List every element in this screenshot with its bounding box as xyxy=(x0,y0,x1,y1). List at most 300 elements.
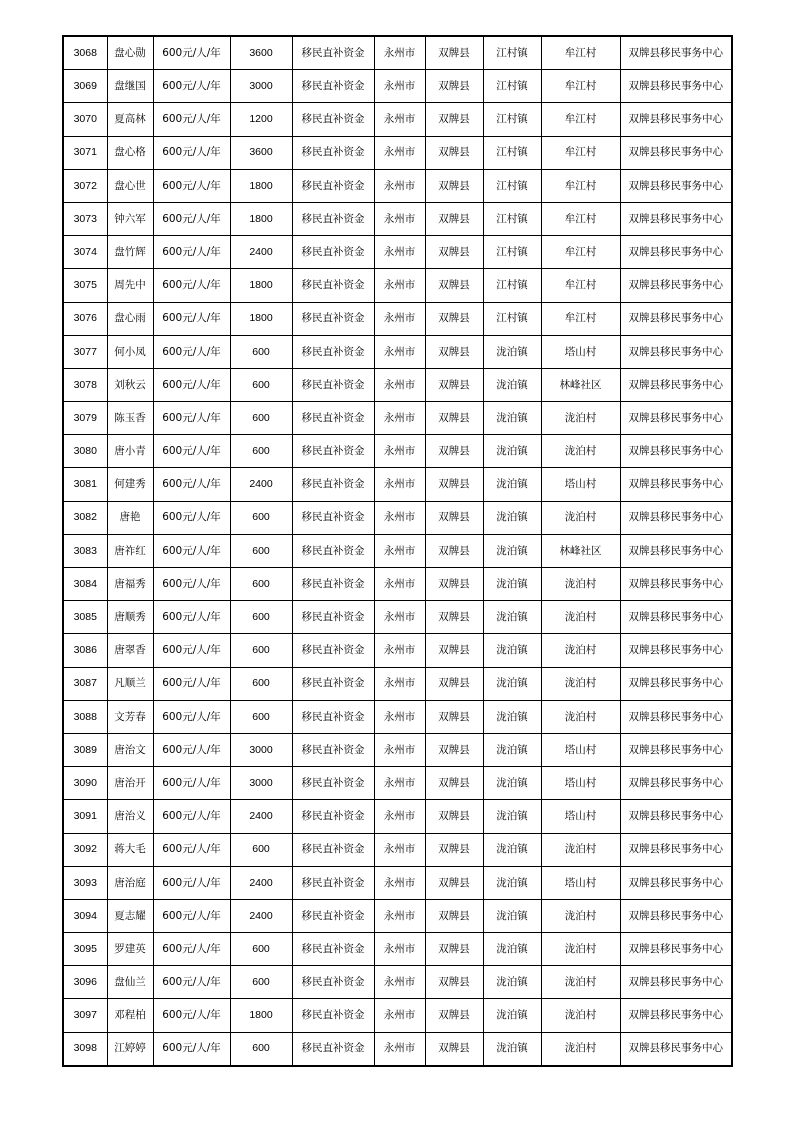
row-number-cell: 3071 xyxy=(63,136,107,169)
city-cell: 永州市 xyxy=(374,269,425,302)
standard-cell: 600元/人/年 xyxy=(153,866,230,899)
county-cell: 双牌县 xyxy=(425,899,483,932)
standard-cell: 600元/人/年 xyxy=(153,634,230,667)
town-cell: 泷泊镇 xyxy=(483,999,541,1032)
city-cell: 永州市 xyxy=(374,767,425,800)
village-cell: 泷泊村 xyxy=(541,1032,620,1066)
city-cell: 永州市 xyxy=(374,966,425,999)
town-cell: 泷泊镇 xyxy=(483,833,541,866)
agency-cell: 双牌县移民事务中心 xyxy=(620,568,732,601)
amount-cell: 600 xyxy=(230,368,292,401)
agency-cell: 双牌县移民事务中心 xyxy=(620,435,732,468)
row-number-cell: 3094 xyxy=(63,899,107,932)
city-cell: 永州市 xyxy=(374,435,425,468)
village-cell: 泷泊村 xyxy=(541,966,620,999)
county-cell: 双牌县 xyxy=(425,435,483,468)
standard-cell: 600元/人/年 xyxy=(153,302,230,335)
table-row xyxy=(63,202,732,235)
table-row xyxy=(63,335,732,368)
town-cell: 泷泊镇 xyxy=(483,667,541,700)
row-number-cell: 3083 xyxy=(63,534,107,567)
county-cell: 双牌县 xyxy=(425,866,483,899)
town-cell: 泷泊镇 xyxy=(483,534,541,567)
agency-cell: 双牌县移民事务中心 xyxy=(620,1032,732,1066)
fund-type-cell: 移民直补资金 xyxy=(292,368,374,401)
table-row xyxy=(63,169,732,202)
city-cell: 永州市 xyxy=(374,1032,425,1066)
agency-cell: 双牌县移民事务中心 xyxy=(620,833,732,866)
row-number-cell: 3081 xyxy=(63,468,107,501)
town-cell: 泷泊镇 xyxy=(483,468,541,501)
town-cell: 泷泊镇 xyxy=(483,700,541,733)
standard-cell: 600元/人/年 xyxy=(153,601,230,634)
town-cell: 泷泊镇 xyxy=(483,435,541,468)
amount-cell: 3000 xyxy=(230,733,292,766)
amount-cell: 2400 xyxy=(230,800,292,833)
village-cell: 泷泊村 xyxy=(541,999,620,1032)
village-cell: 牟江村 xyxy=(541,169,620,202)
standard-cell: 600元/人/年 xyxy=(153,335,230,368)
amount-cell: 600 xyxy=(230,501,292,534)
amount-cell: 600 xyxy=(230,402,292,435)
county-cell: 双牌县 xyxy=(425,966,483,999)
city-cell: 永州市 xyxy=(374,568,425,601)
table-row xyxy=(63,733,732,766)
city-cell: 永州市 xyxy=(374,368,425,401)
agency-cell: 双牌县移民事务中心 xyxy=(620,36,732,70)
table-row xyxy=(63,767,732,800)
fund-type-cell: 移民直补资金 xyxy=(292,568,374,601)
row-number-cell: 3069 xyxy=(63,70,107,103)
name-cell: 蒋大毛 xyxy=(107,833,153,866)
row-number-cell: 3087 xyxy=(63,667,107,700)
table-row xyxy=(63,368,732,401)
agency-cell: 双牌县移民事务中心 xyxy=(620,866,732,899)
town-cell: 泷泊镇 xyxy=(483,866,541,899)
village-cell: 林峰社区 xyxy=(541,368,620,401)
fund-type-cell: 移民直补资金 xyxy=(292,866,374,899)
standard-cell: 600元/人/年 xyxy=(153,501,230,534)
town-cell: 泷泊镇 xyxy=(483,800,541,833)
standard-cell: 600元/人/年 xyxy=(153,202,230,235)
name-cell: 盘心勋 xyxy=(107,36,153,70)
amount-cell: 1800 xyxy=(230,302,292,335)
county-cell: 双牌县 xyxy=(425,70,483,103)
town-cell: 泷泊镇 xyxy=(483,733,541,766)
standard-cell: 600元/人/年 xyxy=(153,402,230,435)
county-cell: 双牌县 xyxy=(425,1032,483,1066)
standard-cell: 600元/人/年 xyxy=(153,767,230,800)
row-number-cell: 3092 xyxy=(63,833,107,866)
row-number-cell: 3095 xyxy=(63,933,107,966)
village-cell: 泷泊村 xyxy=(541,933,620,966)
town-cell: 泷泊镇 xyxy=(483,933,541,966)
name-cell: 唐小青 xyxy=(107,435,153,468)
table-row xyxy=(63,866,732,899)
village-cell: 泷泊村 xyxy=(541,700,620,733)
county-cell: 双牌县 xyxy=(425,999,483,1032)
agency-cell: 双牌县移民事务中心 xyxy=(620,70,732,103)
village-cell: 牟江村 xyxy=(541,70,620,103)
amount-cell: 600 xyxy=(230,601,292,634)
row-number-cell: 3086 xyxy=(63,634,107,667)
name-cell: 凡顺兰 xyxy=(107,667,153,700)
name-cell: 刘秋云 xyxy=(107,368,153,401)
standard-cell: 600元/人/年 xyxy=(153,800,230,833)
agency-cell: 双牌县移民事务中心 xyxy=(620,468,732,501)
standard-cell: 600元/人/年 xyxy=(153,700,230,733)
table-row xyxy=(63,501,732,534)
name-cell: 唐福秀 xyxy=(107,568,153,601)
row-number-cell: 3070 xyxy=(63,103,107,136)
row-number-cell: 3073 xyxy=(63,202,107,235)
amount-cell: 600 xyxy=(230,435,292,468)
amount-cell: 600 xyxy=(230,335,292,368)
name-cell: 唐治开 xyxy=(107,767,153,800)
amount-cell: 2400 xyxy=(230,899,292,932)
agency-cell: 双牌县移民事务中心 xyxy=(620,933,732,966)
table-row xyxy=(63,302,732,335)
amount-cell: 600 xyxy=(230,634,292,667)
amount-cell: 3000 xyxy=(230,767,292,800)
fund-type-cell: 移民直补资金 xyxy=(292,833,374,866)
row-number-cell: 3091 xyxy=(63,800,107,833)
agency-cell: 双牌县移民事务中心 xyxy=(620,899,732,932)
standard-cell: 600元/人/年 xyxy=(153,70,230,103)
table-row xyxy=(63,468,732,501)
table-row xyxy=(63,103,732,136)
village-cell: 牟江村 xyxy=(541,136,620,169)
table-row xyxy=(63,634,732,667)
agency-cell: 双牌县移民事务中心 xyxy=(620,269,732,302)
table-row xyxy=(63,534,732,567)
town-cell: 江村镇 xyxy=(483,269,541,302)
name-cell: 唐治义 xyxy=(107,800,153,833)
county-cell: 双牌县 xyxy=(425,402,483,435)
row-number-cell: 3072 xyxy=(63,169,107,202)
name-cell: 夏志耀 xyxy=(107,899,153,932)
county-cell: 双牌县 xyxy=(425,933,483,966)
amount-cell: 600 xyxy=(230,534,292,567)
row-number-cell: 3068 xyxy=(63,36,107,70)
town-cell: 泷泊镇 xyxy=(483,899,541,932)
county-cell: 双牌县 xyxy=(425,368,483,401)
row-number-cell: 3085 xyxy=(63,601,107,634)
village-cell: 泷泊村 xyxy=(541,833,620,866)
agency-cell: 双牌县移民事务中心 xyxy=(620,601,732,634)
city-cell: 永州市 xyxy=(374,169,425,202)
name-cell: 邓程柏 xyxy=(107,999,153,1032)
city-cell: 永州市 xyxy=(374,136,425,169)
city-cell: 永州市 xyxy=(374,302,425,335)
fund-type-cell: 移民直补资金 xyxy=(292,1032,374,1066)
town-cell: 泷泊镇 xyxy=(483,966,541,999)
amount-cell: 2400 xyxy=(230,468,292,501)
village-cell: 牟江村 xyxy=(541,236,620,269)
table-row xyxy=(63,966,732,999)
name-cell: 陈玉香 xyxy=(107,402,153,435)
county-cell: 双牌县 xyxy=(425,136,483,169)
amount-cell: 600 xyxy=(230,933,292,966)
amount-cell: 3600 xyxy=(230,136,292,169)
row-number-cell: 3096 xyxy=(63,966,107,999)
agency-cell: 双牌县移民事务中心 xyxy=(620,700,732,733)
city-cell: 永州市 xyxy=(374,800,425,833)
village-cell: 塔山村 xyxy=(541,335,620,368)
fund-type-cell: 移民直补资金 xyxy=(292,999,374,1032)
table-row xyxy=(63,999,732,1032)
amount-cell: 600 xyxy=(230,568,292,601)
village-cell: 泷泊村 xyxy=(541,634,620,667)
agency-cell: 双牌县移民事务中心 xyxy=(620,103,732,136)
village-cell: 塔山村 xyxy=(541,800,620,833)
town-cell: 泷泊镇 xyxy=(483,402,541,435)
village-cell: 塔山村 xyxy=(541,866,620,899)
amount-cell: 3000 xyxy=(230,70,292,103)
village-cell: 林峰社区 xyxy=(541,534,620,567)
standard-cell: 600元/人/年 xyxy=(153,966,230,999)
town-cell: 泷泊镇 xyxy=(483,634,541,667)
village-cell: 牟江村 xyxy=(541,36,620,70)
row-number-cell: 3079 xyxy=(63,402,107,435)
fund-type-cell: 移民直补资金 xyxy=(292,667,374,700)
table-body xyxy=(63,36,732,1066)
name-cell: 盘继国 xyxy=(107,70,153,103)
name-cell: 钟六军 xyxy=(107,202,153,235)
city-cell: 永州市 xyxy=(374,402,425,435)
agency-cell: 双牌县移民事务中心 xyxy=(620,634,732,667)
name-cell: 唐艳 xyxy=(107,501,153,534)
standard-cell: 600元/人/年 xyxy=(153,435,230,468)
table-row xyxy=(63,36,732,70)
village-cell: 牟江村 xyxy=(541,302,620,335)
city-cell: 永州市 xyxy=(374,468,425,501)
city-cell: 永州市 xyxy=(374,733,425,766)
town-cell: 泷泊镇 xyxy=(483,767,541,800)
table-row xyxy=(63,568,732,601)
table-row xyxy=(63,667,732,700)
fund-type-cell: 移民直补资金 xyxy=(292,269,374,302)
town-cell: 江村镇 xyxy=(483,136,541,169)
city-cell: 永州市 xyxy=(374,833,425,866)
county-cell: 双牌县 xyxy=(425,501,483,534)
county-cell: 双牌县 xyxy=(425,468,483,501)
table-row xyxy=(63,899,732,932)
town-cell: 泷泊镇 xyxy=(483,568,541,601)
standard-cell: 600元/人/年 xyxy=(153,103,230,136)
county-cell: 双牌县 xyxy=(425,103,483,136)
village-cell: 塔山村 xyxy=(541,733,620,766)
table-row xyxy=(63,435,732,468)
row-number-cell: 3080 xyxy=(63,435,107,468)
agency-cell: 双牌县移民事务中心 xyxy=(620,402,732,435)
name-cell: 罗建英 xyxy=(107,933,153,966)
town-cell: 泷泊镇 xyxy=(483,601,541,634)
city-cell: 永州市 xyxy=(374,899,425,932)
county-cell: 双牌县 xyxy=(425,302,483,335)
village-cell: 泷泊村 xyxy=(541,899,620,932)
fund-type-cell: 移民直补资金 xyxy=(292,468,374,501)
village-cell: 泷泊村 xyxy=(541,601,620,634)
row-number-cell: 3090 xyxy=(63,767,107,800)
county-cell: 双牌县 xyxy=(425,700,483,733)
city-cell: 永州市 xyxy=(374,700,425,733)
standard-cell: 600元/人/年 xyxy=(153,568,230,601)
table-row xyxy=(63,700,732,733)
standard-cell: 600元/人/年 xyxy=(153,368,230,401)
county-cell: 双牌县 xyxy=(425,36,483,70)
fund-type-cell: 移民直补资金 xyxy=(292,733,374,766)
amount-cell: 600 xyxy=(230,966,292,999)
town-cell: 江村镇 xyxy=(483,169,541,202)
standard-cell: 600元/人/年 xyxy=(153,667,230,700)
county-cell: 双牌县 xyxy=(425,202,483,235)
city-cell: 永州市 xyxy=(374,202,425,235)
county-cell: 双牌县 xyxy=(425,767,483,800)
fund-type-cell: 移民直补资金 xyxy=(292,966,374,999)
standard-cell: 600元/人/年 xyxy=(153,534,230,567)
row-number-cell: 3084 xyxy=(63,568,107,601)
fund-type-cell: 移民直补资金 xyxy=(292,634,374,667)
standard-cell: 600元/人/年 xyxy=(153,733,230,766)
fund-type-cell: 移民直补资金 xyxy=(292,136,374,169)
fund-type-cell: 移民直补资金 xyxy=(292,103,374,136)
table-row xyxy=(63,70,732,103)
name-cell: 夏高林 xyxy=(107,103,153,136)
agency-cell: 双牌县移民事务中心 xyxy=(620,733,732,766)
table-row xyxy=(63,800,732,833)
village-cell: 牟江村 xyxy=(541,202,620,235)
town-cell: 江村镇 xyxy=(483,302,541,335)
name-cell: 何建秀 xyxy=(107,468,153,501)
county-cell: 双牌县 xyxy=(425,335,483,368)
agency-cell: 双牌县移民事务中心 xyxy=(620,302,732,335)
name-cell: 盘竹辉 xyxy=(107,236,153,269)
county-cell: 双牌县 xyxy=(425,634,483,667)
village-cell: 泷泊村 xyxy=(541,667,620,700)
row-number-cell: 3098 xyxy=(63,1032,107,1066)
standard-cell: 600元/人/年 xyxy=(153,999,230,1032)
amount-cell: 3600 xyxy=(230,36,292,70)
name-cell: 唐治文 xyxy=(107,733,153,766)
row-number-cell: 3093 xyxy=(63,866,107,899)
fund-type-cell: 移民直补资金 xyxy=(292,933,374,966)
amount-cell: 1200 xyxy=(230,103,292,136)
fund-type-cell: 移民直补资金 xyxy=(292,402,374,435)
table-row xyxy=(63,269,732,302)
table-row xyxy=(63,236,732,269)
row-number-cell: 3078 xyxy=(63,368,107,401)
city-cell: 永州市 xyxy=(374,866,425,899)
city-cell: 永州市 xyxy=(374,667,425,700)
amount-cell: 1800 xyxy=(230,202,292,235)
subsidy-table xyxy=(62,35,733,1067)
amount-cell: 600 xyxy=(230,1032,292,1066)
agency-cell: 双牌县移民事务中心 xyxy=(620,169,732,202)
row-number-cell: 3077 xyxy=(63,335,107,368)
table-row xyxy=(63,933,732,966)
city-cell: 永州市 xyxy=(374,36,425,70)
amount-cell: 1800 xyxy=(230,269,292,302)
agency-cell: 双牌县移民事务中心 xyxy=(620,767,732,800)
fund-type-cell: 移民直补资金 xyxy=(292,899,374,932)
fund-type-cell: 移民直补资金 xyxy=(292,767,374,800)
name-cell: 唐翠香 xyxy=(107,634,153,667)
row-number-cell: 3097 xyxy=(63,999,107,1032)
standard-cell: 600元/人/年 xyxy=(153,236,230,269)
city-cell: 永州市 xyxy=(374,236,425,269)
name-cell: 盘心世 xyxy=(107,169,153,202)
row-number-cell: 3088 xyxy=(63,700,107,733)
standard-cell: 600元/人/年 xyxy=(153,269,230,302)
village-cell: 塔山村 xyxy=(541,767,620,800)
agency-cell: 双牌县移民事务中心 xyxy=(620,800,732,833)
row-number-cell: 3076 xyxy=(63,302,107,335)
county-cell: 双牌县 xyxy=(425,833,483,866)
fund-type-cell: 移民直补资金 xyxy=(292,534,374,567)
village-cell: 塔山村 xyxy=(541,468,620,501)
agency-cell: 双牌县移民事务中心 xyxy=(620,202,732,235)
agency-cell: 双牌县移民事务中心 xyxy=(620,236,732,269)
agency-cell: 双牌县移民事务中心 xyxy=(620,368,732,401)
village-cell: 泷泊村 xyxy=(541,501,620,534)
city-cell: 永州市 xyxy=(374,103,425,136)
fund-type-cell: 移民直补资金 xyxy=(292,601,374,634)
county-cell: 双牌县 xyxy=(425,568,483,601)
town-cell: 泷泊镇 xyxy=(483,335,541,368)
fund-type-cell: 移民直补资金 xyxy=(292,202,374,235)
village-cell: 泷泊村 xyxy=(541,568,620,601)
city-cell: 永州市 xyxy=(374,634,425,667)
amount-cell: 600 xyxy=(230,667,292,700)
agency-cell: 双牌县移民事务中心 xyxy=(620,534,732,567)
village-cell: 泷泊村 xyxy=(541,435,620,468)
town-cell: 江村镇 xyxy=(483,202,541,235)
village-cell: 泷泊村 xyxy=(541,402,620,435)
fund-type-cell: 移民直补资金 xyxy=(292,435,374,468)
fund-type-cell: 移民直补资金 xyxy=(292,236,374,269)
city-cell: 永州市 xyxy=(374,601,425,634)
town-cell: 江村镇 xyxy=(483,70,541,103)
county-cell: 双牌县 xyxy=(425,534,483,567)
name-cell: 文芳春 xyxy=(107,700,153,733)
standard-cell: 600元/人/年 xyxy=(153,933,230,966)
agency-cell: 双牌县移民事务中心 xyxy=(620,136,732,169)
fund-type-cell: 移民直补资金 xyxy=(292,70,374,103)
amount-cell: 1800 xyxy=(230,169,292,202)
name-cell: 唐祚红 xyxy=(107,534,153,567)
amount-cell: 2400 xyxy=(230,866,292,899)
city-cell: 永州市 xyxy=(374,933,425,966)
name-cell: 盘仙兰 xyxy=(107,966,153,999)
city-cell: 永州市 xyxy=(374,534,425,567)
town-cell: 江村镇 xyxy=(483,103,541,136)
agency-cell: 双牌县移民事务中心 xyxy=(620,667,732,700)
amount-cell: 600 xyxy=(230,833,292,866)
agency-cell: 双牌县移民事务中心 xyxy=(620,966,732,999)
table-row xyxy=(63,1032,732,1066)
name-cell: 周先中 xyxy=(107,269,153,302)
name-cell: 盘心格 xyxy=(107,136,153,169)
agency-cell: 双牌县移民事务中心 xyxy=(620,501,732,534)
name-cell: 唐治庭 xyxy=(107,866,153,899)
row-number-cell: 3074 xyxy=(63,236,107,269)
agency-cell: 双牌县移民事务中心 xyxy=(620,999,732,1032)
agency-cell: 双牌县移民事务中心 xyxy=(620,335,732,368)
fund-type-cell: 移民直补资金 xyxy=(292,501,374,534)
table-row xyxy=(63,136,732,169)
town-cell: 泷泊镇 xyxy=(483,501,541,534)
